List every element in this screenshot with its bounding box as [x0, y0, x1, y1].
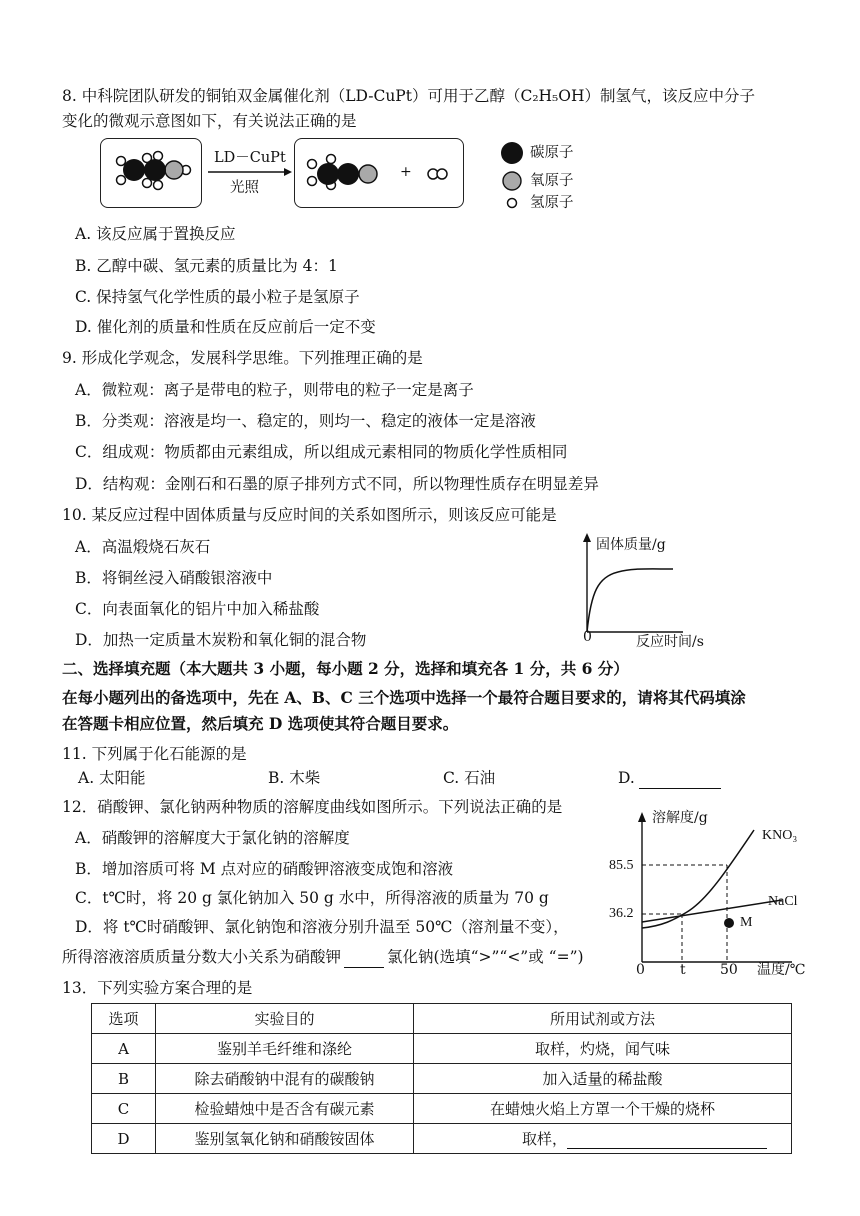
point-m [724, 918, 734, 928]
reaction-arrow [208, 168, 292, 176]
q8-stem-line1: 8. 中科院团队研发的铜铂双金属催化剂（LD-CuPt）可用于乙醇（C₂H₅OH）制氢气，该反应中分子 [62, 87, 755, 105]
table-row [92, 1064, 792, 1094]
point-m-label: M [740, 915, 753, 930]
legend-hydrogen: 氢原子 [530, 195, 574, 211]
row-d-method-cell [414, 1124, 792, 1154]
q9-option-c: C．组成观：物质都由元素组成，所以组成元素相同的物质化学性质相同 [75, 443, 568, 461]
tick-85-5: 85.5 [609, 858, 634, 873]
ethanol-molecule [117, 152, 191, 190]
q12-blank[interactable] [344, 947, 384, 968]
row-b-method: 加入适量的稀盐酸 [414, 1064, 792, 1094]
section2-instruction-2: 在答题卡相应位置，然后填充 D 选项使其符合题目要求。 [62, 714, 459, 733]
q11-option-a: A. 太阳能 [78, 769, 146, 787]
mass-curve [587, 569, 673, 632]
q11-option-c: C. 石油 [443, 769, 496, 787]
q12-stem: 12．硝酸钾、氯化钠两种物质的溶解度曲线如图所示。下列说法正确的是 [62, 798, 563, 816]
table-row [92, 1034, 792, 1064]
header-method: 所用试剂或方法 [414, 1004, 792, 1034]
temperature-axis-label: 温度/℃ [757, 962, 806, 978]
plus-sign: + [400, 164, 412, 180]
product-molecule [308, 155, 378, 190]
row-a-purpose: 鉴别羊毛纤维和涤纶 [156, 1034, 414, 1064]
header-purpose: 实验目的 [156, 1004, 414, 1034]
nacl-label: NaCl [768, 894, 798, 909]
row-d-option: D [92, 1124, 156, 1154]
mass-axis-label: 固体质量/g [596, 537, 666, 553]
hydrogen-molecule [428, 169, 447, 179]
q13-stem: 13．下列实验方案合理的是 [62, 979, 253, 997]
row-b-purpose: 除去硝酸钠中混有的碳酸钠 [156, 1064, 414, 1094]
carbon-atom-icon [501, 142, 523, 164]
q12-option-a: A．硝酸钾的溶解度大于氯化钠的溶解度 [75, 829, 350, 847]
row-c-purpose: 检验蜡烛中是否含有碳元素 [156, 1094, 414, 1124]
q10-option-b: B．将铜丝浸入硝酸银溶液中 [75, 569, 273, 587]
legend-oxygen: 氧原子 [530, 173, 574, 189]
q12-option-c: C．t℃时，将 20 g 氯化钠加入 50 g 水中，所得溶液的质量为 70 g [75, 889, 549, 907]
q8-option-d: D. 催化剂的质量和性质在反应前后一定不变 [75, 318, 376, 336]
catalyst-label: LD－CuPt [214, 150, 286, 166]
q9-option-a: A．微粒观：离子是带电的粒子，则带电的粒子一定是离子 [75, 381, 474, 399]
row-a-option: A [92, 1034, 156, 1064]
q9-option-d: D．结构观：金刚石和石墨的原子排列方式不同，所以物理性质存在明显差异 [75, 475, 599, 493]
solubility-origin: 0 [636, 962, 645, 978]
molecule-drawing [100, 136, 480, 212]
q8-option-a: A. 该反应属于置换反应 [75, 225, 236, 243]
q13-blank[interactable] [567, 1130, 767, 1149]
header-option: 选项 [92, 1004, 156, 1034]
solubility-axis-label: 溶解度/g [652, 810, 708, 826]
q8-stem-line2: 变化的微观示意图如下，有关说法正确的是 [62, 112, 357, 130]
nacl-curve [642, 900, 782, 922]
q11-blank[interactable] [639, 768, 721, 789]
row-c-method: 在蜡烛火焰上方罩一个干燥的烧杯 [414, 1094, 792, 1124]
q8-option-b: B. 乙醇中碳、氢元素的质量比为 4：1 [75, 257, 338, 275]
row-c-option: C [92, 1094, 156, 1124]
q10-option-a: A．高温煅烧石灰石 [75, 538, 211, 556]
q11-option-d: D. [618, 768, 721, 789]
q9-option-b: B．分类观：溶液是均一、稳定的，则均一、稳定的液体一定是溶液 [75, 412, 536, 430]
atom-legend-symbols [498, 140, 530, 215]
legend-carbon: 碳原子 [530, 145, 574, 161]
q12-option-d: D．将 t℃时硝酸钾、氯化钠饱和溶液分别升温至 50℃（溶剂量不变）， [75, 918, 569, 936]
hydrogen-atom-icon [508, 199, 517, 208]
q11-stem: 11. 下列属于化石能源的是 [62, 745, 247, 763]
tick-50: 50 [720, 962, 738, 978]
row-d-method: 取样， [522, 1130, 568, 1148]
section2-heading: 二、选择填充题（本大题共 3 小题，每小题 2 分，选择和填充各 1 分，共 6 分） [62, 659, 629, 678]
q11-option-b: B. 木柴 [268, 769, 321, 787]
table-row [92, 1124, 792, 1154]
q9-stem: 9. 形成化学观念，发展科学思维。下列推理正确的是 [62, 349, 423, 367]
row-d-purpose: 鉴别氢氧化钠和硝酸铵固体 [156, 1124, 414, 1154]
q10-option-c: C．向表面氧化的铝片中加入稀盐酸 [75, 600, 320, 618]
q10-option-d: D．加热一定质量木炭粉和氧化铜的混合物 [75, 631, 367, 649]
tick-t: t [680, 962, 686, 978]
row-a-method: 取样，灼烧，闻气味 [414, 1034, 792, 1064]
kno3-label: KNO₃ [762, 828, 798, 843]
oxygen-atom-icon [503, 172, 521, 190]
experiment-table [91, 1003, 792, 1154]
time-axis-label: 反应时间/s [636, 634, 704, 650]
tick-36-2: 36.2 [609, 906, 634, 921]
table-row [92, 1094, 792, 1124]
section2-instruction-1: 在每小题列出的备选项中，先在 A、B、C 三个选项中选择一个最符合题目要求的，请将其代码填涂 [62, 688, 746, 707]
row-b-option: B [92, 1064, 156, 1094]
q12-option-b: B．增加溶质可将 M 点对应的硝酸钾溶液变成饱和溶液 [75, 860, 454, 878]
q10-stem: 10. 某反应过程中固体质量与反应时间的关系如图所示，则该反应可能是 [62, 506, 557, 524]
condition-label: 光照 [230, 180, 259, 196]
q12-option-d-continued: 所得溶液溶质质量分数大小关系为硝酸钾 氯化钠(选填“>”“<”或 “=”) [62, 948, 584, 966]
table-header-row [92, 1004, 792, 1034]
mass-graph-origin: 0 [583, 629, 592, 645]
q8-option-c: C. 保持氢气化学性质的最小粒子是氢原子 [75, 288, 360, 306]
